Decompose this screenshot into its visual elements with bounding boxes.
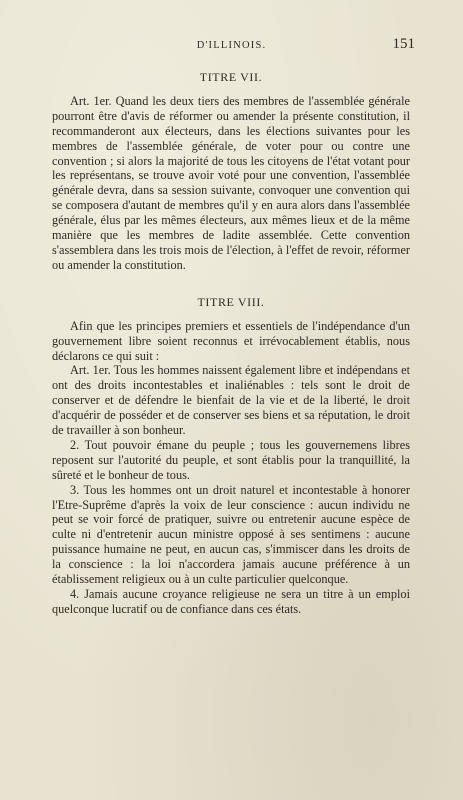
page-body bbox=[52, 70, 410, 617]
titre-vii-article-1: Art. 1er. Quand les deux tiers des membres de l'assemblée générale pourront être d'avis de réformer ou amender la présente constitution, il recommanderont aux électeurs, dans les élections suivantes pour les membres de l'assemblée générale, de voter pour ou contre une convention ; si alors la majorité de tous les citoyens de l'état votant pour les représentans, se trouve avoir voté pour une convention, l'assemblée générale devra, dans sa session suivante, convoquer une convention qui se composera d'autant de membres qu'il y en aura alors dans l'assemblée générale, élus par les mêmes électeurs, aux mêmes lieux et de la même manière que les membres de ladite assemblée. Cette convention s'assemblera dans les trois mois de l'élection, à l'effet de revoir, réformer ou amender la constitution. bbox=[52, 93, 410, 272]
titre-viii-article-1: Art. 1er. Tous les hommes naissent également libre et indépendans et ont des droits incontestables et inaliénables : tels sont le droit de conserver et de défendre le bienfait de la vie et de la liberté, le droit d'acquérir de posséder et de conserver ses biens et sa réputation, le droit de travailler à son bonheur. bbox=[52, 363, 410, 438]
page-number: 151 bbox=[392, 36, 415, 52]
titre-viii-article-2: 2. Tout pouvoir émane du peuple ; tous les gouvernemens libres reposent sur l'autorité du peuple, et sont établis pour la tranquillité, la sûreté et le bonheur de tous. bbox=[52, 437, 410, 482]
section-heading-titre-viii: TITRE VIII. bbox=[197, 294, 265, 309]
titre-viii-article-3: 3. Tous les hommes ont un droit naturel et incontestable à honorer l'Etre-Suprême d'après la voix de leur conscience : aucun individu ne peut se voir forcé de pratiquer, suivre ou entretenir aucune espèce de culte ni d'entretenir aucun ministre opposé à ses sentimens : aucune puissance humaine ne peut, en aucun cas, s'immiscer dans les droits de la conscience : la loi n'accordera jamais aucune préférence à un établissement religieux ou à un culte particulier quelconque. bbox=[52, 482, 410, 587]
section-heading-titre-vii: TITRE VII. bbox=[199, 70, 263, 84]
page-header bbox=[0, 36, 463, 58]
titre-viii-article-4: 4. Jamais aucune croyance religieuse ne sera un titre à un emploi quelconque lucratif ou de confiance dans ces états. bbox=[52, 587, 410, 616]
running-title: D'ILLINOIS. bbox=[196, 40, 267, 51]
titre-viii-preamble: Afin que les principes premiers et essentiels de l'indépendance d'un gouvernement libre soient reconnus et irrévocablement établis, nous déclarons ce qui suit : bbox=[52, 318, 410, 363]
